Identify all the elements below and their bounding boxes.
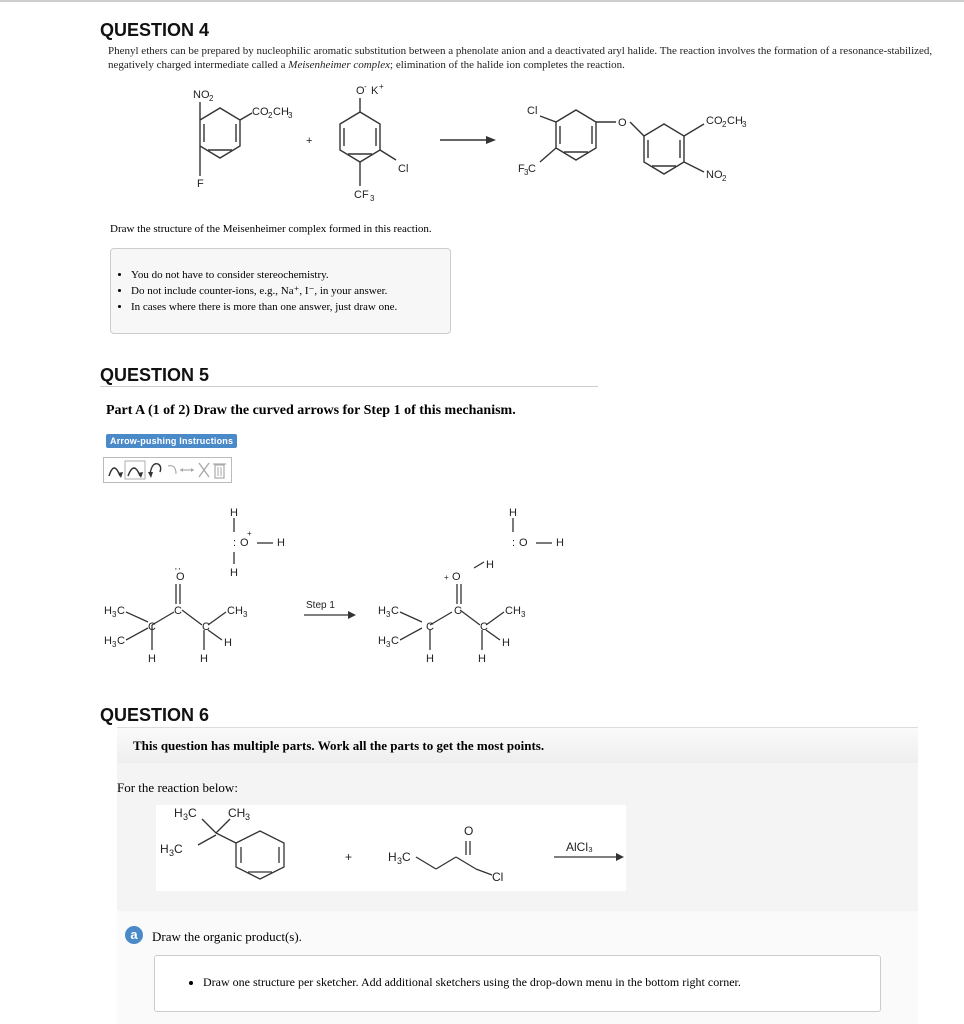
q4-draw-prompt: Draw the structure of the Meisenheimer complex formed in this reaction. [110,223,432,235]
q6-banner [117,727,918,764]
svg-text:3: 3 [169,848,175,858]
svg-text:H: H [378,605,386,617]
svg-text:C: C [117,605,125,617]
svg-text:H: H [277,537,285,549]
arrow-toolbar [103,457,232,483]
q4-hint-box [110,248,451,334]
svg-text:C: C [148,621,156,633]
q4-reaction-scheme [160,80,800,210]
arrow-pushing-instructions-button[interactable]: Arrow-pushing Instructions [106,434,237,448]
svg-text:H: H [509,507,517,519]
svg-text:H: H [388,850,397,864]
svg-text:C: C [188,806,197,820]
double-arrow-tool-icon[interactable] [125,461,145,479]
svg-text:NO: NO [193,89,210,101]
hint-item: • Do not include counter-ions, e.g., Na⁺, I⁻, in your answer. [131,283,450,299]
svg-text:C: C [402,850,411,864]
q6-catalyst: AlCl₃ [566,840,593,854]
svg-text:3: 3 [288,111,293,120]
question-6-title: QUESTION 6 [100,705,210,725]
svg-text::: : [233,537,237,549]
svg-text:H: H [486,559,494,571]
q6-sketcher-note [154,955,881,1012]
svg-text:C: C [528,163,536,175]
svg-text:3: 3 [524,168,529,177]
svg-text:CO: CO [252,106,269,118]
trash-icon[interactable] [213,464,226,478]
q5-mechanism-scheme [100,500,600,675]
svg-text:NO: NO [706,169,723,181]
q6-part-a-prompt: Draw the organic product(s). [152,929,302,944]
svg-text:H: H [174,806,183,820]
svg-text:H: H [200,653,208,665]
svg-text:H: H [230,507,238,519]
svg-text:3: 3 [370,194,375,203]
svg-text:+: + [379,82,384,91]
svg-text:H: H [378,635,386,647]
svg-text:3: 3 [742,120,747,129]
svg-text:CH: CH [227,605,243,617]
svg-text:O: O [464,824,474,838]
svg-text:Cl: Cl [492,870,504,884]
svg-text:Cl: Cl [398,163,409,175]
top-divider [0,0,964,2]
svg-text:CF: CF [354,189,369,201]
svg-text:C: C [391,635,399,647]
half-arrow-tool-icon[interactable] [148,464,161,478]
svg-text:H: H [230,567,238,579]
svg-text:2: 2 [722,174,727,183]
svg-text:2: 2 [268,111,273,120]
svg-text:O: O [356,85,365,97]
svg-text:3: 3 [397,856,403,866]
svg-text:C: C [480,621,488,633]
single-arrow-tool-icon[interactable] [109,468,123,478]
svg-text:C: C [391,605,399,617]
svg-text:O: O [176,571,185,583]
svg-text:C: C [174,842,183,856]
svg-text:C: C [202,621,210,633]
svg-text:H: H [502,637,510,649]
svg-text:H: H [426,653,434,665]
svg-text:CH: CH [273,106,289,118]
svg-text:3: 3 [183,812,189,822]
svg-text:3: 3 [245,812,251,822]
svg-text:+: + [247,529,252,538]
svg-text:C: C [426,621,434,633]
svg-text:H: H [104,635,112,647]
q5-divider [100,386,598,387]
svg-text:K: K [371,85,379,97]
hint-item: • You do not have to consider stereochemistry. [131,267,450,283]
svg-text:3: 3 [112,640,117,649]
svg-text:CH: CH [228,806,246,820]
svg-text:3: 3 [521,610,526,619]
svg-text:O: O [519,537,528,549]
question-4-intro: Phenyl ethers can be prepared by nucleophilic aromatic substitution between a phenolate anion and a deactivated aryl halide. The reaction involves the formation of a resonance-stabilized, negatively charged intermediate called a Meisenheimer complex; elimination of the halide ion completes the reaction. [108,45,933,71]
svg-text::: : [512,537,516,549]
svg-text:H: H [104,605,112,617]
q6-reaction-image [156,805,626,891]
svg-text:H: H [224,637,232,649]
svg-text:-: - [364,82,367,91]
svg-text:O: O [618,117,627,129]
svg-text:CH: CH [727,115,743,127]
svg-text:H: H [556,537,564,549]
svg-text:O: O [452,571,461,583]
svg-text:+: + [306,135,313,147]
q6-banner-text: This question has multiple parts. Work all the parts to get the most points. [133,738,545,753]
part-a-badge: a [125,926,143,944]
svg-text:C: C [174,605,182,617]
hint-item: • In cases where there is more than one answer, just draw one. [131,299,450,315]
svg-text:3: 3 [112,610,117,619]
svg-text:+: + [444,573,449,582]
svg-text:O: O [240,537,249,549]
delete-icon[interactable] [199,463,209,477]
svg-text:Cl: Cl [527,105,538,117]
svg-text:3: 3 [386,610,391,619]
resonance-arrow-icon[interactable] [180,468,194,472]
curve-tool-icon[interactable] [168,466,176,474]
svg-text:H: H [478,653,486,665]
svg-text:F: F [197,178,204,190]
sketcher-note-item: • Draw one structure per sketcher. Add additional sketchers using the drop-down menu in the bottom right corner. [203,975,880,990]
svg-text:2: 2 [722,120,727,129]
step-1-label: Step 1 [306,600,335,611]
svg-text:CO: CO [706,115,723,127]
svg-text:C: C [117,635,125,647]
svg-text:3: 3 [243,610,248,619]
svg-text:C: C [454,605,462,617]
svg-text:CH: CH [505,605,521,617]
svg-text:··: ·· [174,563,182,575]
svg-text:+: + [345,850,353,864]
question-4-title: QUESTION 4 [100,20,210,40]
q5-part-a-title: Part A (1 of 2) Draw the curved arrows for Step 1 of this mechanism. [106,403,516,418]
q6-reaction-label: For the reaction below: [117,780,238,795]
svg-text:F: F [518,163,525,175]
svg-text:3: 3 [386,640,391,649]
svg-text:2: 2 [209,94,214,103]
question-5-title: QUESTION 5 [100,365,210,385]
svg-text:H: H [160,842,169,856]
svg-text:H: H [148,653,156,665]
